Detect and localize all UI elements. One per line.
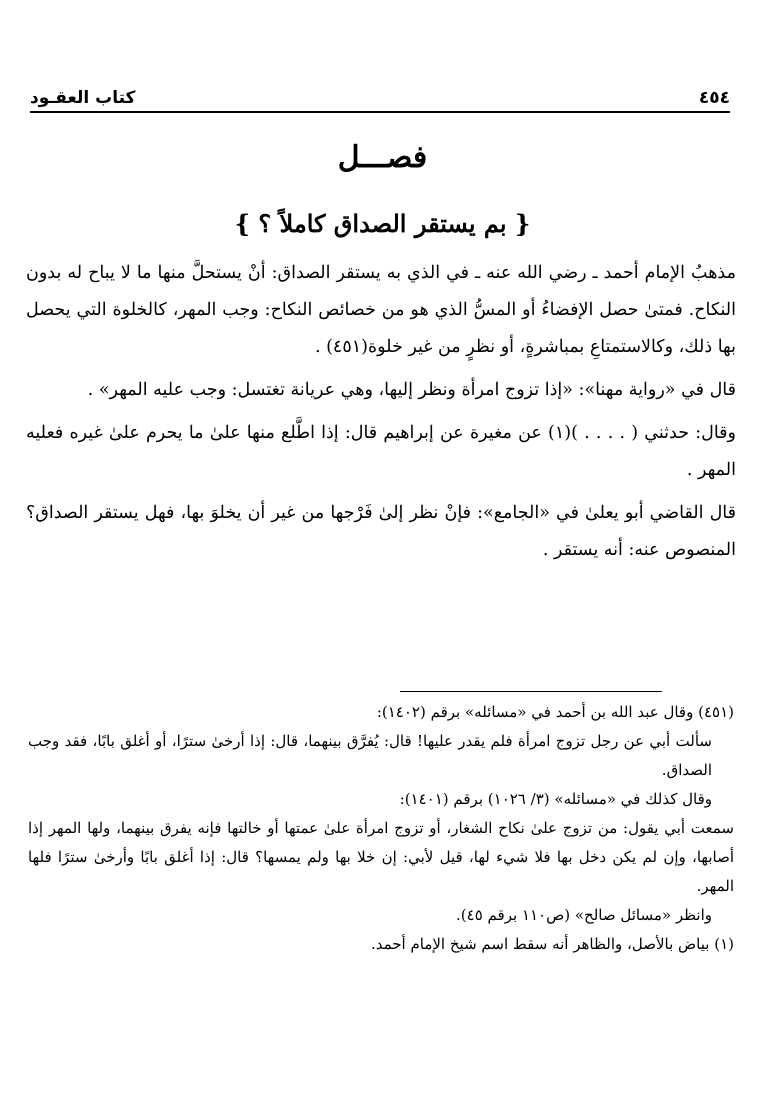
section-title: { بم يستقر الصداق كاملاً ؟ }	[234, 209, 531, 238]
main-text	[26, 255, 736, 575]
paragraph: قال في «رواية مهنا»: «إذا تزوج امرأة ونظر إليها، وهي عريانة تغتسل: وجب عليه المهر» .	[87, 380, 736, 400]
running-header	[30, 78, 730, 108]
footnote-line: سمعت أبي يقول: من تزوج علىٰ نكاح الشغار، أو تزوج امرأة علىٰ عمتها أو خالتها فإنه يفرق بينهما، ولها المهر إذا أصابها، وإن لم يكن دخل بها فلا شيء لها، قيل لأبي: إن خلا بها ولم يمسها؟ قال: إذا أغلق بابًا وأرخىٰ سترًا فلها المهر.	[28, 819, 734, 895]
header-rule	[30, 111, 730, 113]
paragraph: وقال: حدثني ( . . . . )(١) عن مغيرة عن إبراهيم قال: إذا اطَّلع منها علىٰ ما يحرم علىٰ غيره فعليه المهر .	[26, 423, 736, 480]
paragraph: قال القاضي أبو يعلىٰ في «الجامع»: فإنْ نظر إلىٰ فَرْجها من غير أن يخلوَ بها، فهل يستقر الصداق؟ المنصوص عنه: أنه يستقر .	[26, 503, 736, 560]
page-number: ٤٥٤	[698, 88, 730, 108]
footnote-line: وقال كذلك في «مسائله» (٣/ ١٠٢٦) برقم (١٤٠١):	[399, 790, 712, 808]
chapter-title: فصـــل	[337, 140, 428, 175]
footnotes	[28, 698, 734, 959]
paragraph: مذهبُ الإمام أحمد ـ رضي الله عنه ـ في الذي به يستقر الصداق: أنْ يستحلَّ منها ما لا يباح له بدون النكاح. فمتىٰ حصل الإفضاءُ أو المسُّ الذي هو من خصائص النكاح: وجب المهر، كالخلوة التي يحصل بها ذلك، وكالاستمتاعِ بمباشرةٍ، أو نظرٍ من غير خلوة(٤٥١) .	[26, 263, 736, 357]
book-title: كتاب العقـود	[30, 88, 136, 108]
footnote-line: سألت أبي عن رجل تزوج امرأة فلم يقدر عليها! قال: يُفرَّق بينهما، قال: إذا أرخىٰ سترًا، أو أغلق بابًا، فقد وجب الصداق.	[28, 732, 712, 779]
footnote-separator	[400, 691, 662, 692]
footnote-line: (١) بياض بالأصل، والظاهر أنه سقط اسم شيخ الإمام أحمد.	[370, 935, 734, 953]
footnote-line: وانظر «مسائل صالح» (ص١١٠ برقم ٤٥).	[456, 906, 712, 924]
footnote-line: (٤٥١) وقال عبد الله بن أحمد في «مسائله» برقم (١٤٠٢):	[376, 703, 734, 721]
